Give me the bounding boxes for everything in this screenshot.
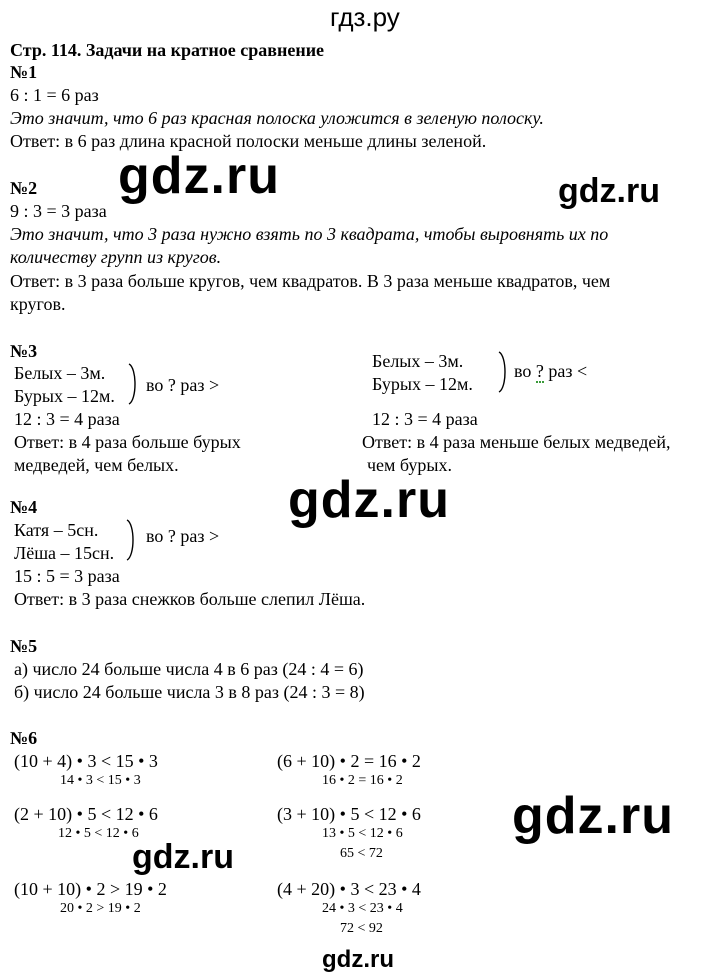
task2-note-line1: Это значит, что 3 раза нужно взять по 3 квадрата, чтобы выровнять их по: [10, 224, 609, 244]
task4-number: №4: [10, 497, 38, 517]
task4-equation: 15 : 5 = 3 раза: [14, 566, 120, 586]
task3-right-question: [514, 360, 587, 382]
task5-a: а) число 24 больше числа 4 в 6 раз (24 : 4 = 6): [14, 659, 364, 679]
task4-row2: Лёша – 15сн.: [14, 543, 115, 563]
task1-equation: 6 : 1 = 6 раз: [10, 85, 99, 105]
watermark: gdz.ru: [322, 946, 394, 973]
task3-right-equation: 12 : 3 = 4 раза: [372, 409, 478, 429]
expression-main: (10 + 10) • 2 > 19 • 2: [14, 879, 167, 899]
task3-left-row1: Белых – 3м.: [14, 363, 106, 383]
expression-main: (3 + 10) • 5 < 12 • 6: [277, 804, 421, 824]
task4-question: во ? раз >: [146, 526, 220, 546]
expression-step: 14 • 3 < 15 • 3: [60, 773, 141, 788]
expression-step: 12 • 5 < 12 • 6: [58, 826, 139, 841]
task3-right-answer-line2: чем бурых.: [367, 455, 452, 475]
question-suffix: раз <: [543, 361, 588, 381]
brace-icon: [124, 518, 138, 562]
site-header: гдз.ру: [330, 2, 400, 32]
task2-number: №2: [10, 178, 38, 198]
task3-right-row1: Белых – 3м.: [372, 351, 464, 371]
task6-number: №6: [10, 728, 38, 748]
watermark: gdz.ru: [132, 838, 234, 876]
task3-left-answer-line1: Ответ: в 4 раза больше бурых: [14, 432, 241, 452]
question-mark: ?: [535, 361, 544, 381]
task2-note-line2: количеству групп из кругов.: [10, 247, 222, 267]
expression-step: 13 • 5 < 12 • 6: [322, 826, 403, 841]
task3-number: №3: [10, 341, 38, 361]
brace-icon: [126, 362, 140, 406]
page-title: Стр. 114. Задачи на кратное сравнение: [10, 40, 325, 60]
task1-note: Это значит, что 6 раз красная полоска уложится в зеленую полоску.: [10, 108, 544, 128]
watermark: gdz.ru: [288, 471, 450, 529]
expression-main: (2 + 10) • 5 < 12 • 6: [14, 804, 158, 824]
brace-icon: [496, 350, 510, 394]
task2-answer-line1: Ответ: в 3 раза больше кругов, чем квадратов. В 3 раза меньше квадратов, чем: [10, 271, 611, 291]
expression-step: 24 • 3 < 23 • 4: [322, 901, 403, 916]
expression-step: 72 < 92: [340, 921, 383, 936]
task2-answer-line2: кругов.: [10, 294, 66, 314]
task2-equation: 9 : 3 = 3 раза: [10, 201, 107, 221]
task3-left-answer-line2: медведей, чем белых.: [14, 455, 179, 475]
expression-main: (10 + 4) • 3 < 15 • 3: [14, 751, 158, 771]
expression-main: (6 + 10) • 2 = 16 • 2: [277, 751, 421, 771]
task3-left-row2: Бурых – 12м.: [14, 386, 115, 406]
task4-answer: Ответ: в 3 раза снежков больше слепил Лёша.: [14, 589, 366, 609]
expression-main: (4 + 20) • 3 < 23 • 4: [277, 879, 421, 899]
watermark: gdz.ru: [118, 147, 280, 205]
task1-number: №1: [10, 62, 38, 82]
task3-left-equation: 12 : 3 = 4 раза: [14, 409, 120, 429]
task5-b: б) число 24 больше числа 3 в 8 раз (24 : 3 = 8): [14, 682, 365, 702]
watermark: gdz.ru: [558, 172, 660, 210]
task3-right-answer-line1: Ответ: в 4 раза меньше белых медведей,: [362, 432, 671, 452]
expression-step: 20 • 2 > 19 • 2: [60, 901, 141, 916]
task3-right-row2: Бурых – 12м.: [372, 374, 473, 394]
task1-answer: Ответ: в 6 раз длина красной полоски меньше длины зеленой.: [10, 131, 487, 151]
task3-left-question: во ? раз >: [146, 375, 220, 395]
watermark: gdz.ru: [512, 787, 674, 845]
expression-step: 65 < 72: [340, 846, 383, 861]
expression-step: 16 • 2 = 16 • 2: [322, 773, 403, 788]
question-prefix: во: [514, 361, 536, 381]
task4-row1: Катя – 5сн.: [14, 520, 99, 540]
task5-number: №5: [10, 636, 38, 656]
